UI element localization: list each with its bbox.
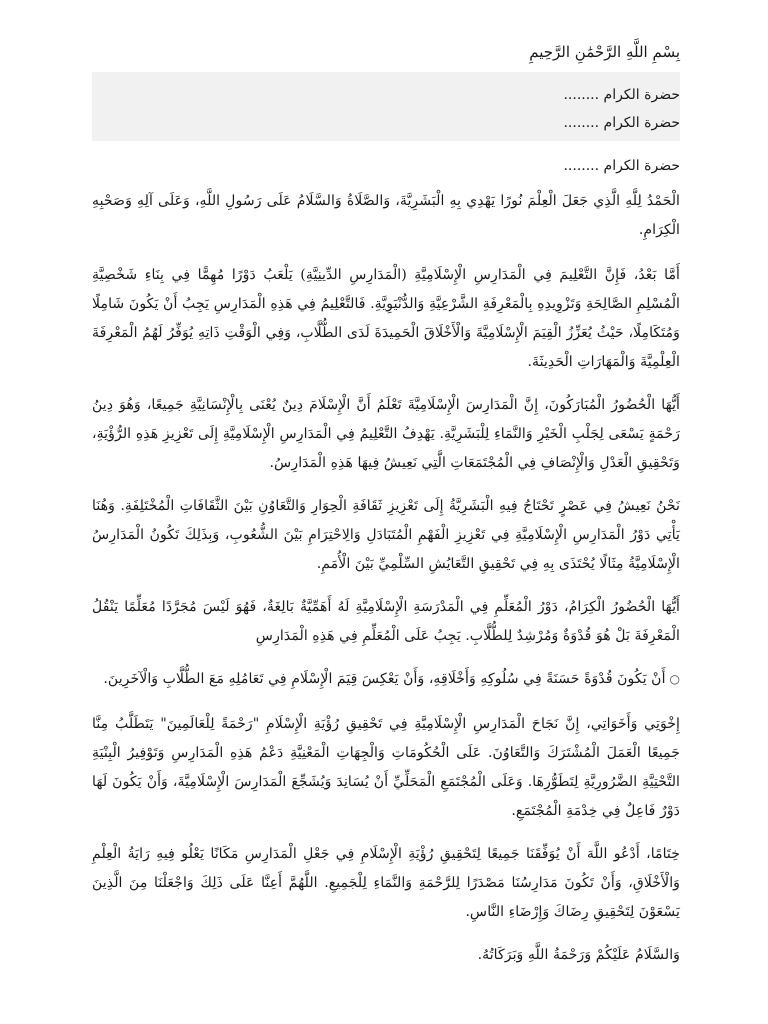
- bullet-marker-icon: ○: [669, 672, 680, 686]
- basmala: بِسْمِ اللَّهِ الرَّحْمَٰنِ الرَّحِيمِ: [529, 43, 680, 61]
- paragraph-cooperation: إِخْوَتِي وَأَخَوَاتِي، إِنَّ نَجَاحَ الْمَدَارِسِ الْإِسْلَامِيَّةِ فِي تَحْقِيقِ رُؤْيَةِ الْإِسْلَامِ "رَحْمَةً لِلْعَالَمِينَ" يَتَطَلَّبُ مِنَّا جَمِيعًا الْعَمَلَ الْمُشْتَرَكَ وَالتَّعَاوُنَ. عَلَى الْحُكُومَاتِ وَالْجِهَاتِ الْمَعْنِيَّةِ دَعْمُ هَذِهِ الْمَدَارِسِ وَتَوْفِيرُ الْبِنْيَةِ التَّحْتِيَّةِ الضَّرُورِيَّةِ لِتَطَوُّرِهَا. وَعَلَى الْمُجْتَمَعِ الْمَحَلِّيِّ أَنْ يُسَانِدَ وَيُشَجِّعَ الْمَدَارِسَ الْإِسْلَامِيَّةَ، وَأَنْ يَكُونَ لَهَا دَوْرٌ فَاعِلٌ فِي خِدْمَةِ الْمُجْتَمَعِ.: [92, 716, 680, 819]
- closing-greeting: وَالسَّلَامُ عَلَيْكُمْ وَرَحْمَةُ اللَّهِ وَبَرَكَاتُهُ.: [477, 947, 680, 963]
- bullet-item: [92, 665, 680, 694]
- paragraph-conclusion: خِتَامًا، أَدْعُو اللَّهَ أَنْ يُوَفِّقَنَا جَمِيعًا لِتَحْقِيقِ رُؤْيَةِ الْإِسْلَامِ فِي جَعْلِ الْمَدَارِسِ مَكَانًا يَعْلُو فِيهِ رَايَةُ الْعِلْمِ وَالْأَخْلَاقِ، وَأَنْ تَكُونَ مَدَارِسُنَا مَصْدَرًا لِلرَّحْمَةِ وَالنَّمَاءِ لِلْجَمِيعِ. اللَّهُمَّ أَعِنَّا عَلَى ذَلِكَ وَاجْعَلْنَا مِنَ الَّذِينَ يَسْعَوْنَ لِتَحْقِيقِ رِضَاكَ وَإِرْضَاءِ النَّاسِ.: [92, 846, 680, 920]
- salutation-line: حضرة الكرام ........: [563, 86, 680, 103]
- bullet-text: أَنْ يَكُونَ قُدْوَةً حَسَنَةً فِي سُلُوكِهِ وَأَخْلَاقِهِ، وَأَنْ يَعْكِسَ قِيَمَ الْإِسْلَامِ فِي تَعَامُلِهِ مَعَ الطُّلَّابِ وَالْآخَرِينَ.: [103, 671, 666, 687]
- paragraph-praise: الْحَمْدُ لِلَّهِ الَّذِي جَعَلَ الْعِلْمَ نُورًا يَهْدِي بِهِ الْبَشَرِيَّةَ، وَالصَّلَاةُ وَالسَّلَامُ عَلَى رَسُولِ اللَّهِ، وَعَلَى آلِهِ وَصَحْبِهِ الْكِرَامِ.: [92, 193, 680, 238]
- paragraph-teacher-role: أَيُّهَا الْحُضُورُ الْكِرَامُ، دَوْرُ الْمُعَلِّمِ فِي الْمَدْرَسَةِ الْإِسْلَامِيَّةِ لَهُ أَهَمِّيَّةٌ بَالِغَةٌ، فَهُوَ لَيْسَ مُجَرَّدًا مُعَلِّمًا يَنْقُلُ الْمَعْرِفَةَ بَلْ هُوَ قُدْوَةٌ وَمُرْشِدٌ لِلطُّلَّابِ. يَجِبُ عَلَى الْمُعَلِّمِ فِي هَذِهِ الْمَدَارِسِ: [92, 599, 680, 644]
- paragraph-mercy: أَيُّهَا الْحُضُورُ الْمُبَارَكُونَ، إِنَّ الْمَدَارِسَ الْإِسْلَامِيَّةَ تَعْلَمُ أَنَّ الْإِسْلَامَ دِينٌ يُعْنَى بِالْإِنْسَانِيَّةِ جَمِيعًا، وَهُوَ دِينُ رَحْمَةٍ يَسْعَى لِجَلْبِ الْخَيْرِ وَالنَّمَاءِ لِلْبَشَرِيَّةِ. يَهْدِفُ التَّعْلِيمُ فِي الْمَدَارِسِ الْإِسْلَامِيَّةِ إِلَى تَعْزِيزِ هَذِهِ الرُّؤْيَةِ، وَتَحْقِيقِ الْعَدْلِ وَالْإِنْصَافِ فِي الْمُجْتَمَعَاتِ الَّتِي نَعِيشُ فِيهَا هَذِهِ الْمَدَارِسُ.: [92, 397, 680, 471]
- salutation-line: حضرة الكرام ........: [563, 115, 680, 131]
- paragraph-intro: أَمَّا بَعْدُ، فَإِنَّ التَّعْلِيمَ فِي الْمَدَارِسِ الْإِسْلَامِيَّةِ (الْمَدَارِسِ الدِّينِيَّةِ) يَلْعَبُ دَوْرًا مُهِمًّا فِي بِنَاءِ شَخْصِيَّةِ الْمُسْلِمِ الصَّالِحَةِ وَتَزْوِيدِهِ بِالْمَعْرِفَةِ الشَّرْعِيَّةِ وَالدُّنْيَوِيَّةِ. فَالتَّعْلِيمُ فِي هَذِهِ الْمَدَارِسِ يَجِبُ أَنْ يَكُونَ شَامِلًا وَمُتَكَامِلًا، حَيْثُ يُعَزِّزُ الْقِيَمَ الْإِسْلَامِيَّةَ وَالْأَخْلَاقَ الْحَمِيدَةَ لَدَى الطُّلَّابِ، وَفِي الْوَقْتِ ذَاتِهِ يُوَفِّرُ لَهُمُ الْمَعْرِفَةَ الْعِلْمِيَّةَ وَالْمَهَارَاتِ الْحَدِيثَةَ.: [92, 267, 680, 370]
- paragraph-dialogue: نَحْنُ نَعِيشُ فِي عَصْرٍ تَحْتَاجُ فِيهِ الْبَشَرِيَّةُ إِلَى تَعْزِيزِ ثَقَافَةِ الْحِوَارِ وَالتَّعَاوُنِ بَيْنَ الثَّقَافَاتِ الْمُخْتَلِفَةِ. وَهُنَا يَأْتِي دَوْرُ الْمَدَارِسِ الْإِسْلَامِيَّةِ فِي تَعْزِيزِ الْفَهْمِ الْمُتَبَادَلِ وَالِاحْتِرَامِ بَيْنَ الشُّعُوبِ، وَبِذَلِكَ تَكُونُ الْمَدَارِسُ الْإِسْلَامِيَّةُ مِثَالًا يُحْتَذَى بِهِ فِي تَحْقِيقِ التَّعَايُشِ السِّلْمِيِّ بَيْنَ الْأُمَمِ.: [92, 498, 680, 572]
- salutation-block: [92, 72, 680, 141]
- salutation-line: حضرة الكرام ........: [563, 158, 680, 174]
